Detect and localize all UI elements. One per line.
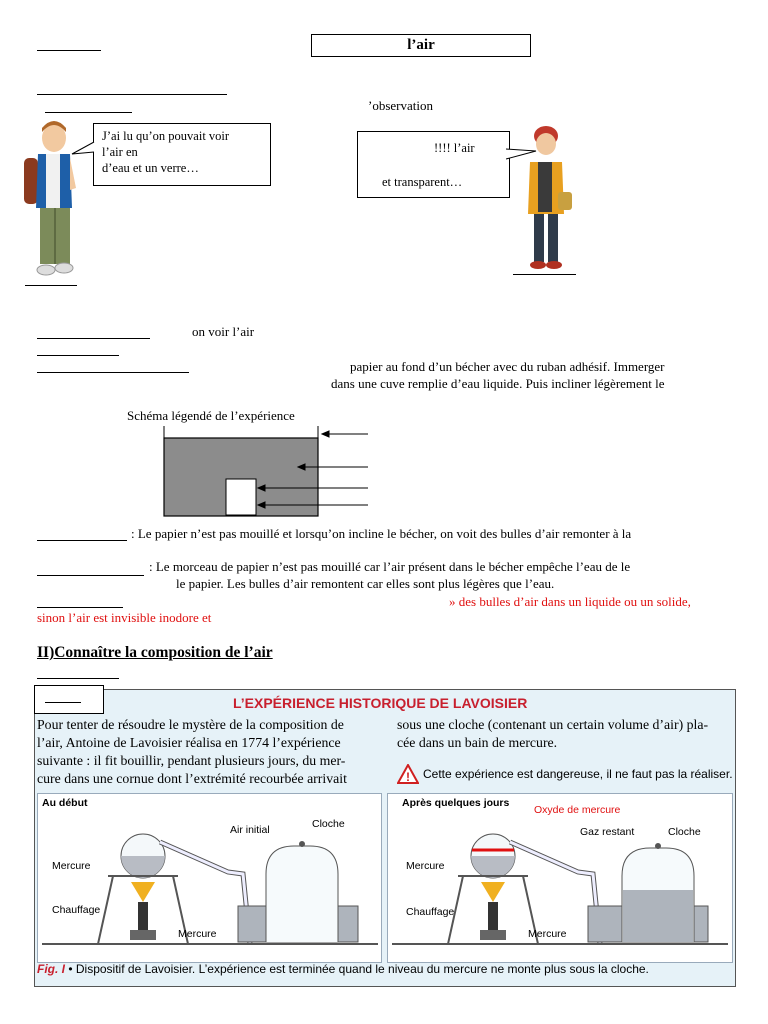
fig-caption-text: • Dispositif de Lavoisier. L’expérience est terminée quand le niveau du mercure ne monte plus sous la cloche. (68, 962, 649, 976)
label-air-initial: Air initial (230, 824, 270, 836)
panel-title: Après quelques jours (402, 797, 510, 809)
blank-line (37, 540, 127, 541)
label-chauffage: Chauffage (406, 906, 455, 918)
bubble-tail (70, 140, 96, 160)
schema-title: Schéma légendé de l’expérience (127, 408, 295, 423)
lavoisier-title: L’EXPÉRIENCE HISTORIQUE DE LAVOISIER (233, 695, 528, 711)
panel-start (37, 793, 382, 963)
protocol-text: dans une cuve remplie d’eau liquide. Puis incliner légèrement le (331, 376, 665, 391)
blank-line (25, 285, 77, 286)
blank-line-date (37, 50, 101, 51)
label-mercure-top: Mercure (406, 860, 445, 872)
observation-text: : Le papier n’est pas mouillé et lorsqu’on incline le bécher, on voit des bulles d’air remonter à la (131, 526, 632, 541)
lavoisier-left-text (37, 716, 347, 788)
bubble-line: !!!! l’air (434, 141, 475, 155)
svg-text:!: ! (406, 770, 410, 784)
text-line: l’air, Antoine de Lavoisier réalisa en 1774 l’expérience (37, 735, 341, 750)
label-cloche: Cloche (668, 826, 701, 838)
paper-in-beaker (226, 479, 256, 515)
label-chauffage: Chauffage (52, 904, 101, 916)
text-line: cée dans un bain de mercure. (397, 735, 558, 750)
page-title: l’air (311, 34, 531, 57)
text-line: suivante : il fit bouillir, pendant plusieurs jours, du mer- (37, 753, 346, 768)
boy-speech-bubble (93, 123, 271, 186)
experiment-schema (160, 426, 375, 518)
bubble-line: et transparent… (382, 175, 463, 189)
text-line: sous une cloche (contenant un certain volume d’air) pla- (397, 717, 709, 732)
blank-line (45, 702, 81, 703)
blank-line (513, 274, 576, 275)
label-mercure-bottom: Mercure (178, 928, 217, 940)
blank-line (45, 112, 132, 113)
protocol-text: papier au fond d’un bécher avec du ruban adhésif. Immerger (350, 359, 665, 374)
conclusion-text: sinon l’air est invisible inodore et (37, 610, 212, 625)
lavoisier-right-text (397, 716, 708, 752)
question-text: on voir l’air (192, 324, 255, 339)
observation-label: ’observation (368, 98, 433, 113)
label-box (34, 685, 104, 714)
conclusion-text: » des bulles d’air dans un liquide ou un solide, (449, 594, 691, 609)
warning-text: Cette expérience est dangereuse, il ne faut pas la réaliser. (423, 767, 733, 781)
blank-line (37, 355, 119, 356)
interpretation-text: : Le morceau de papier n’est pas mouillé car l’air présent dans le bécher empêche l’eau de le (149, 559, 631, 574)
panel-after (387, 793, 733, 963)
blank-line (37, 678, 119, 679)
blank-line (37, 338, 150, 339)
label-mercure-bottom: Mercure (528, 928, 567, 940)
fig-label: Fig. I (37, 962, 65, 976)
bubble-line: l’air en (102, 145, 138, 159)
blank-line (37, 94, 227, 95)
girl-illustration (508, 122, 578, 272)
blank-line (37, 372, 189, 373)
section-heading: II)Connaître la composition de l’air (37, 644, 273, 661)
label-cloche: Cloche (312, 818, 345, 830)
girl-speech-bubble (357, 131, 510, 198)
warning-icon (397, 764, 419, 784)
bubble-line: J’ai lu qu’on pouvait voir (102, 129, 230, 143)
bubble-line: d’eau et un verre… (102, 161, 199, 175)
text-line: cure dans une cornue dont l’extrémité recourbée arrivait (37, 771, 347, 786)
panel-title: Au début (42, 797, 88, 809)
text-line: Pour tenter de résoudre le mystère de la composition de (37, 717, 344, 732)
blank-line (37, 607, 123, 608)
blank-line (37, 575, 144, 576)
figure-caption (37, 962, 649, 976)
label-mercure-top: Mercure (52, 860, 91, 872)
label-gaz-restant: Gaz restant (580, 826, 635, 838)
lavoisier-document (34, 689, 736, 987)
label-oxyde: Oxyde de mercure (534, 804, 621, 816)
interpretation-text: le papier. Les bulles d’air remontent car elles sont plus légères que l’eau. (176, 576, 555, 591)
